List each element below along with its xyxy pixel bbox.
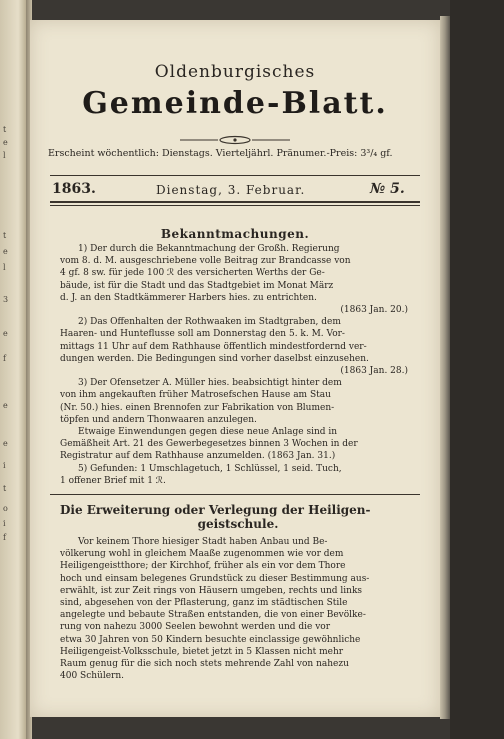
issue-number: № 5. <box>370 181 405 197</box>
text-line: sind, abgesehen von der Pflasterung, ganz im städtischen Stile <box>60 598 348 609</box>
newspaper-page <box>30 20 440 717</box>
text-line: angelegte und bebaute Straßen entstanden, die von einer Bevölke- <box>60 610 366 621</box>
margin-char: e <box>3 329 8 338</box>
text-line: Raum genug für die sich noch stets mehrende Zahl von nahezu <box>60 659 349 670</box>
masthead-subtitle: Oldenburgisches <box>154 62 316 82</box>
text-line: töpfen und andern Thonwaaren anzulegen. <box>60 414 257 425</box>
text-line: 2) Das Offenhalten der Rothwaaken im Stadtgraben, dem <box>78 317 341 328</box>
text-line: etwa 30 Jahren von 50 Kindern besuchte einclassige gewöhnliche <box>60 634 361 645</box>
margin-char: e <box>3 401 8 410</box>
ornament-divider <box>180 135 290 145</box>
margin-char: o <box>3 504 8 513</box>
announcements-text <box>60 243 416 487</box>
margin-char: l <box>3 263 6 272</box>
text-line: d. J. an den Stadtkämmerer Harbers hies. zu entrichten. <box>60 292 317 303</box>
rule-top <box>50 175 420 176</box>
margin-char: e <box>3 247 8 256</box>
margin-char: t <box>3 125 7 134</box>
margin-char: f <box>3 354 6 363</box>
article-title-line: geistschule. <box>197 517 279 531</box>
text-line: bäude, ist für die Stadt und das Stadtgebiet im Monat März <box>60 280 334 291</box>
section-title: Bekanntmachungen. <box>160 227 310 241</box>
rule-bottom-thin <box>50 205 420 206</box>
issue-date: Dienstag, 3. Februar. <box>156 183 306 197</box>
text-line: (Nr. 50.) hies. einen Brennofen zur Fabrikation von Blumen- <box>60 402 335 413</box>
text-line: Haaren- und Hunteflusse soll am Donnerstag den 5. k. M. Vor- <box>60 329 345 340</box>
text-line: rung von nahezu 3000 Seelen bewohnt werden und die vor <box>60 622 331 633</box>
masthead-title: Gemeinde-Blatt. <box>82 86 388 121</box>
margin-char: e <box>3 138 8 147</box>
article-body <box>60 536 416 682</box>
margin-char: e <box>3 439 8 448</box>
text-line: Gemäßheit Art. 21 des Gewerbegesetzes binnen 3 Wochen in der <box>60 439 358 450</box>
text-line: vom 8. d. M. ausgeschriebene volle Beitrag zur Brandcasse von <box>60 256 351 267</box>
text-line-date: (1863 Jan. 20.) <box>340 305 408 316</box>
text-line: Heiligengeistthore; der Kirchhof, früher als ein vor dem Thore <box>60 561 346 572</box>
text-line: Vor keinem Thore hiesiger Stadt haben Anbau und Be- <box>78 537 328 547</box>
text-line: von ihm angekauften früher Matrosefschen Hause am Stau <box>60 390 331 401</box>
text-line: 400 Schülern. <box>60 671 125 682</box>
text-line: 4 gf. 8 sw. für jede 100 ℛ des versicherten Werths der Ge- <box>60 268 325 279</box>
article-divider <box>50 494 420 495</box>
adjacent-page-strip <box>0 0 26 739</box>
text-line: hoch und einsam belegenes Grundstück zu dieser Bestimmung aus- <box>60 573 370 584</box>
article-title-line: Die Erweiterung oder Verlegung der Heiligen- <box>60 503 371 517</box>
article-title <box>60 503 416 531</box>
text-line: mittags 11 Uhr auf dem Rathhause öffentlich mindestfordernd ver- <box>60 341 367 352</box>
text-line: Heiligengeist-Volksschule, bietet jetzt in 5 Klassen nicht mehr <box>60 646 344 657</box>
page-edge <box>440 16 450 719</box>
issue-year: 1863. <box>52 181 96 197</box>
text-line: 5) Gefunden: 1 Umschlagetuch, 1 Schlüssel, 1 seid. Tuch, <box>78 463 342 474</box>
text-line: 1 offener Brief mit 1 ℛ. <box>60 475 166 486</box>
margin-char: 3 <box>3 295 9 304</box>
margin-char: i <box>3 461 6 470</box>
publication-info: Erscheint wöchentlich: Dienstags. Vierteljährl. Pränumer.-Preis: 3³/₄ gf. <box>48 148 393 159</box>
text-line: 3) Der Ofensetzer A. Müller hies. beabsichtigt hinter dem <box>78 378 342 389</box>
book-binding <box>450 0 504 739</box>
text-line: 1) Der durch die Bekanntmachung der Großh. Regierung <box>78 244 340 254</box>
margin-char: i <box>3 519 6 528</box>
text-line: völkerung wohl in gleichem Maaße zugenommen wie vor dem <box>60 549 344 560</box>
text-line: Registratur auf dem Rathhause anzumelden. (1863 Jan. 31.) <box>60 451 336 462</box>
margin-char: f <box>3 533 6 542</box>
text-line: Etwaige Einwendungen gegen diese neue Anlage sind in <box>78 427 338 438</box>
text-line: dungen werden. Die Bedingungen sind vorher daselbst einzusehen. <box>60 353 369 364</box>
margin-char: l <box>3 151 6 160</box>
text-line: erwählt, ist zur Zeit rings von Häusern umgeben, rechts und links <box>60 585 363 596</box>
text-line-date: (1863 Jan. 28.) <box>340 366 408 377</box>
rule-bottom-thick <box>50 201 420 203</box>
margin-char: t <box>3 231 7 240</box>
margin-char: t <box>3 484 7 493</box>
